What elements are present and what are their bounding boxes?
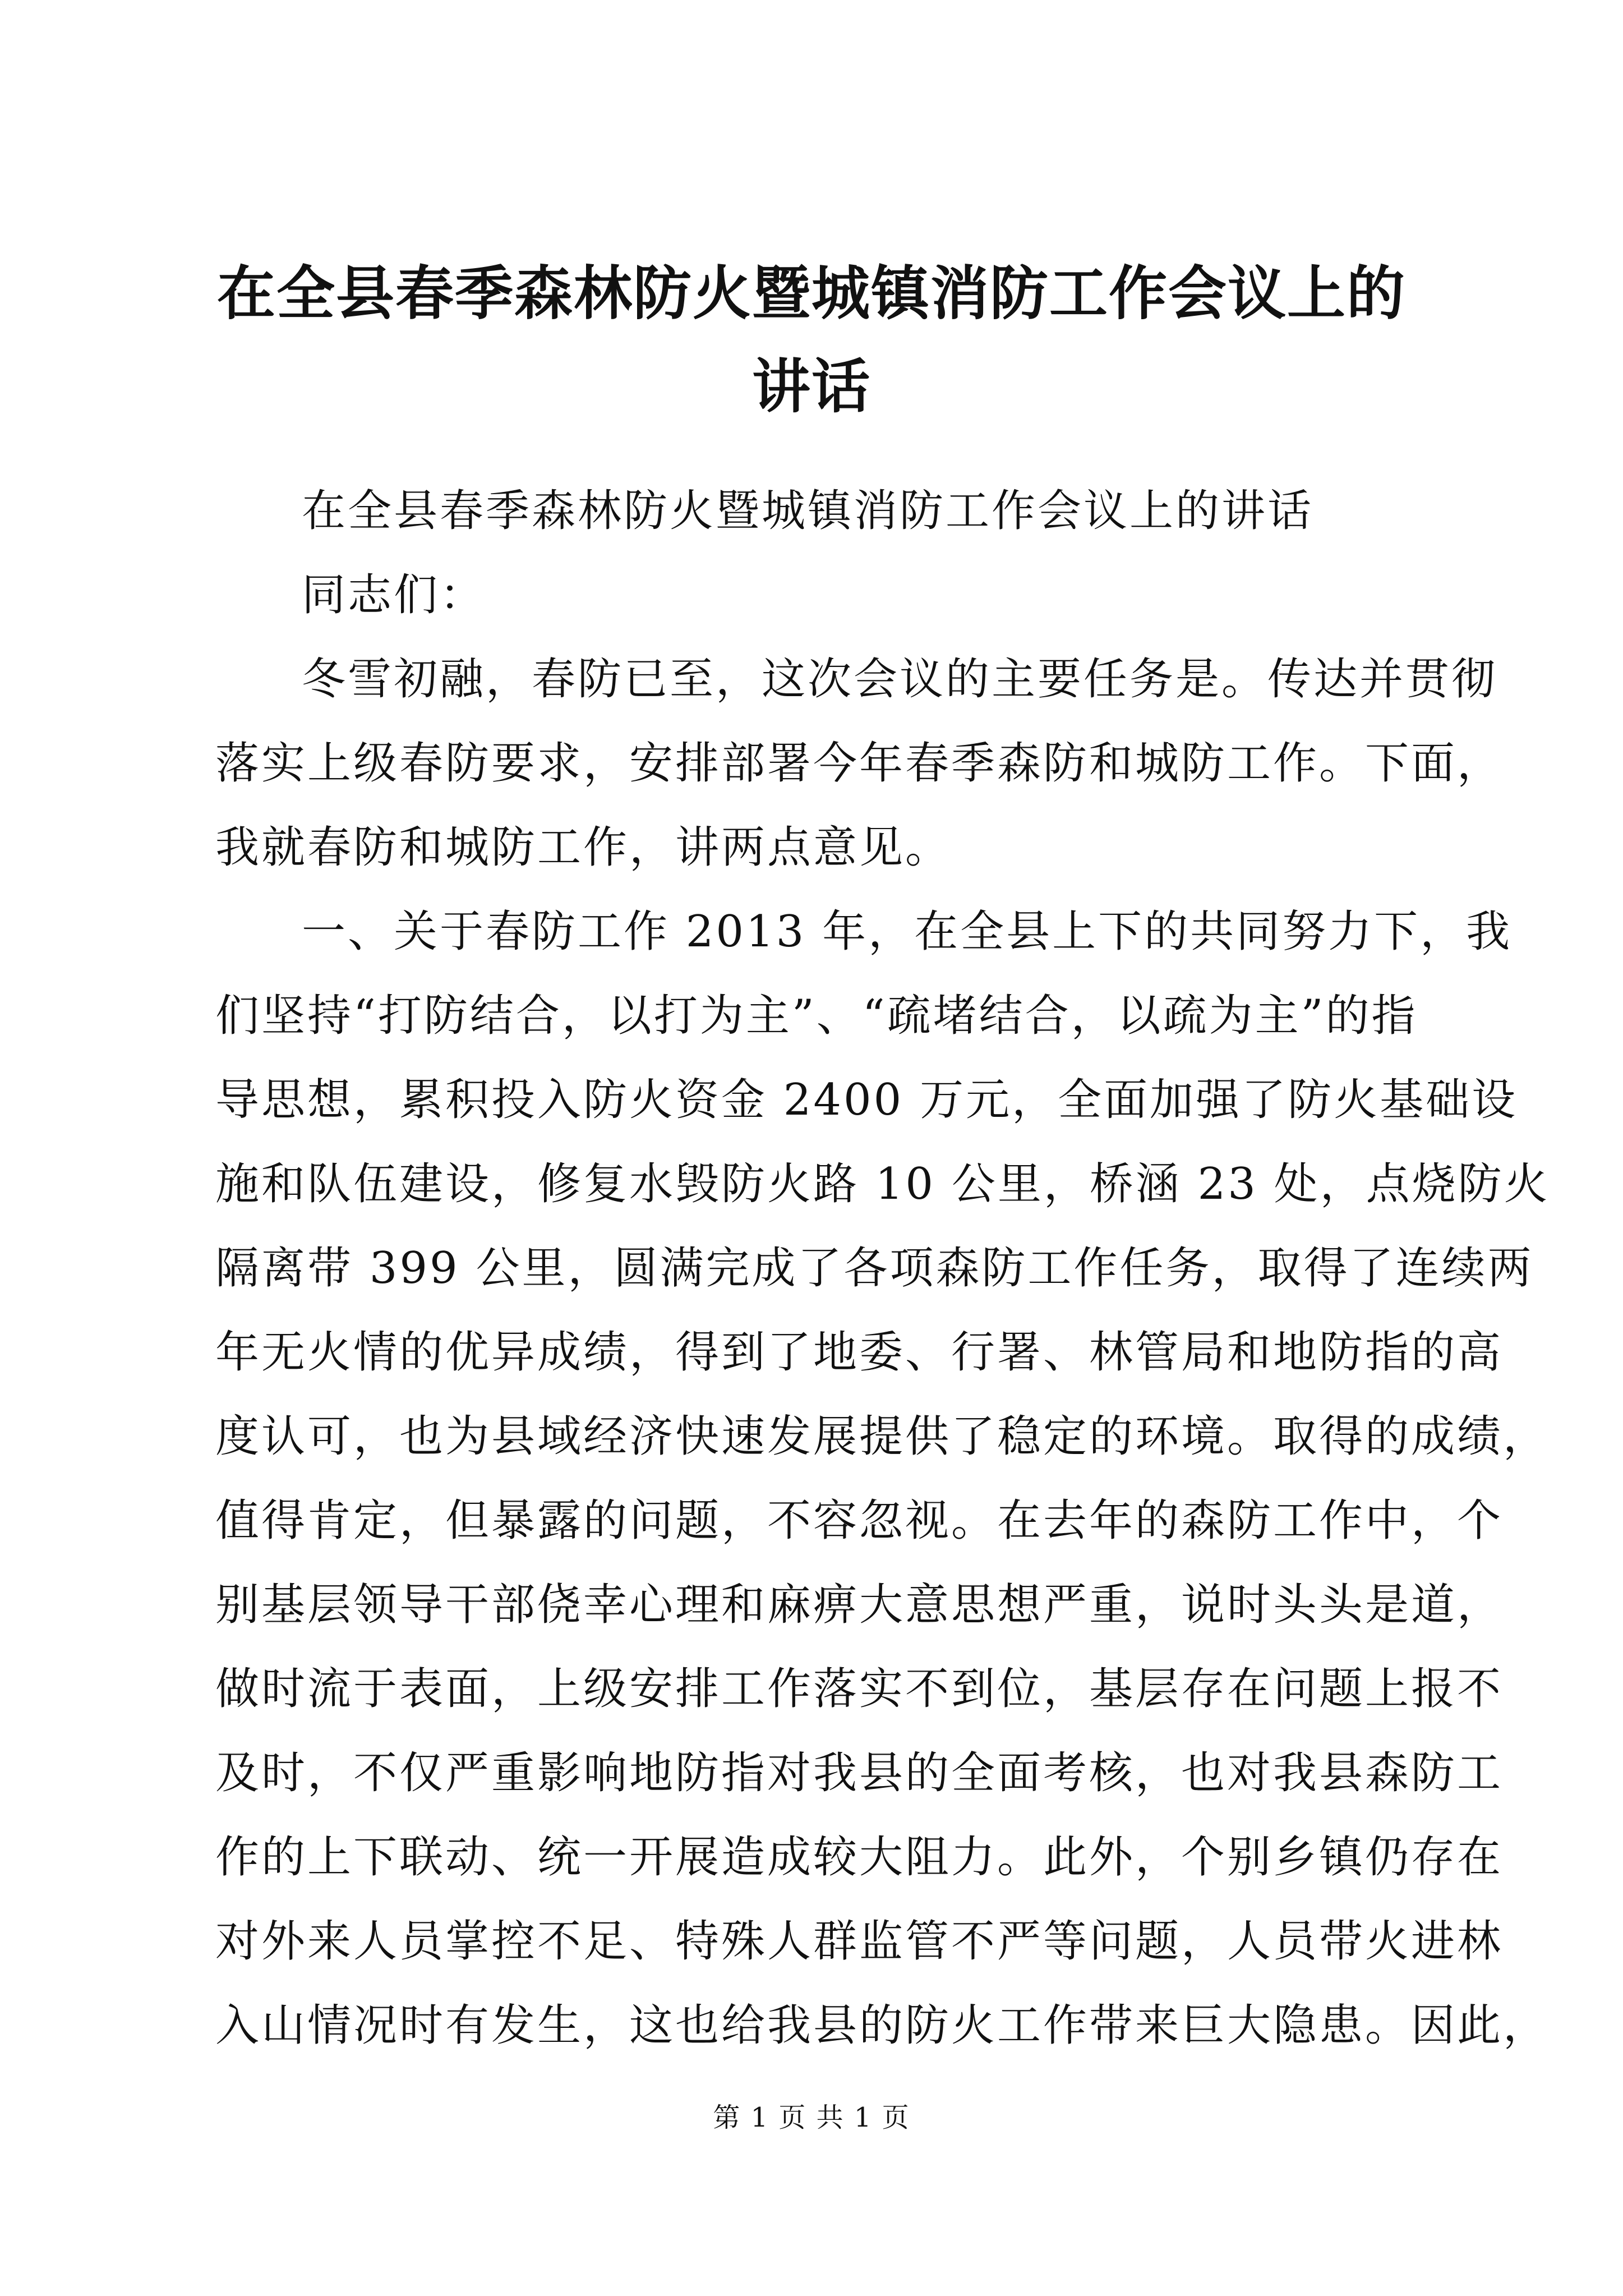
paragraph-line: 值得肯定，但暴露的问题，不容忽视。在去年的森防工作中，个 bbox=[215, 1496, 1504, 1546]
paragraph-line: 做时流于表面，上级安排工作落实不到位，基层存在问题上报不 bbox=[215, 1664, 1504, 1714]
salutation-line: 同志们： bbox=[302, 570, 486, 620]
paragraph-line: 施和队伍建设，修复水毁防火路 10 公里，桥涵 23 处，点烧防火 bbox=[215, 1159, 1550, 1209]
paragraph-line: 们坚持“打防结合，以打为主”、“疏堵结合，以疏为主”的指 bbox=[215, 991, 1418, 1041]
paragraph-line: 别基层领导干部侥幸心理和麻痹大意思想严重，说时头头是道， bbox=[215, 1580, 1504, 1630]
paragraph-line: 一、关于春防工作 2013 年，在全县上下的共同努力下，我 bbox=[302, 907, 1513, 957]
paragraph-line: 入山情况时有发生，这也给我县的防火工作带来巨大隐患。因此， bbox=[215, 2000, 1550, 2051]
paragraph-line: 年无火情的优异成绩，得到了地委、行署、林管局和地防指的高 bbox=[215, 1327, 1504, 1378]
paragraph-line: 度认可，也为县域经济快速发展提供了稳定的环境。取得的成绩， bbox=[215, 1411, 1550, 1462]
paragraph-line: 导思想，累积投入防火资金 2400 万元，全面加强了防火基础设 bbox=[215, 1075, 1518, 1125]
title-line-2: 讲话 bbox=[751, 352, 871, 421]
document-title bbox=[208, 247, 1415, 433]
paragraph-line: 冬雪初融，春防已至，这次会议的主要任务是。传达并贯彻 bbox=[302, 654, 1498, 705]
paragraph-line: 落实上级春防要求，安排部署今年春季森防和城防工作。下面， bbox=[215, 738, 1504, 789]
page-footer: 第 1 页 共 1 页 bbox=[713, 2102, 910, 2133]
title-line-1: 在全县春季森林防火暨城镇消防工作会议上的 bbox=[216, 259, 1406, 328]
paragraph-line: 隔离带 399 公里，圆满完成了各项森防工作任务，取得了连续两 bbox=[215, 1243, 1534, 1294]
paragraph-line: 我就春防和城防工作，讲两点意见。 bbox=[215, 822, 952, 873]
paragraph-line: 对外来人员掌控不足、特殊人群监管不严等问题，人员带火进林 bbox=[215, 1916, 1504, 1967]
paragraph-line: 作的上下联动、统一开展造成较大阻力。此外，个别乡镇仍存在 bbox=[215, 1832, 1504, 1883]
paragraph-line: 及时，不仅严重影响地防指对我县的全面考核，也对我县森防工 bbox=[215, 1748, 1504, 1798]
subtitle-line: 在全县春季森林防火暨城镇消防工作会议上的讲话 bbox=[302, 486, 1314, 536]
